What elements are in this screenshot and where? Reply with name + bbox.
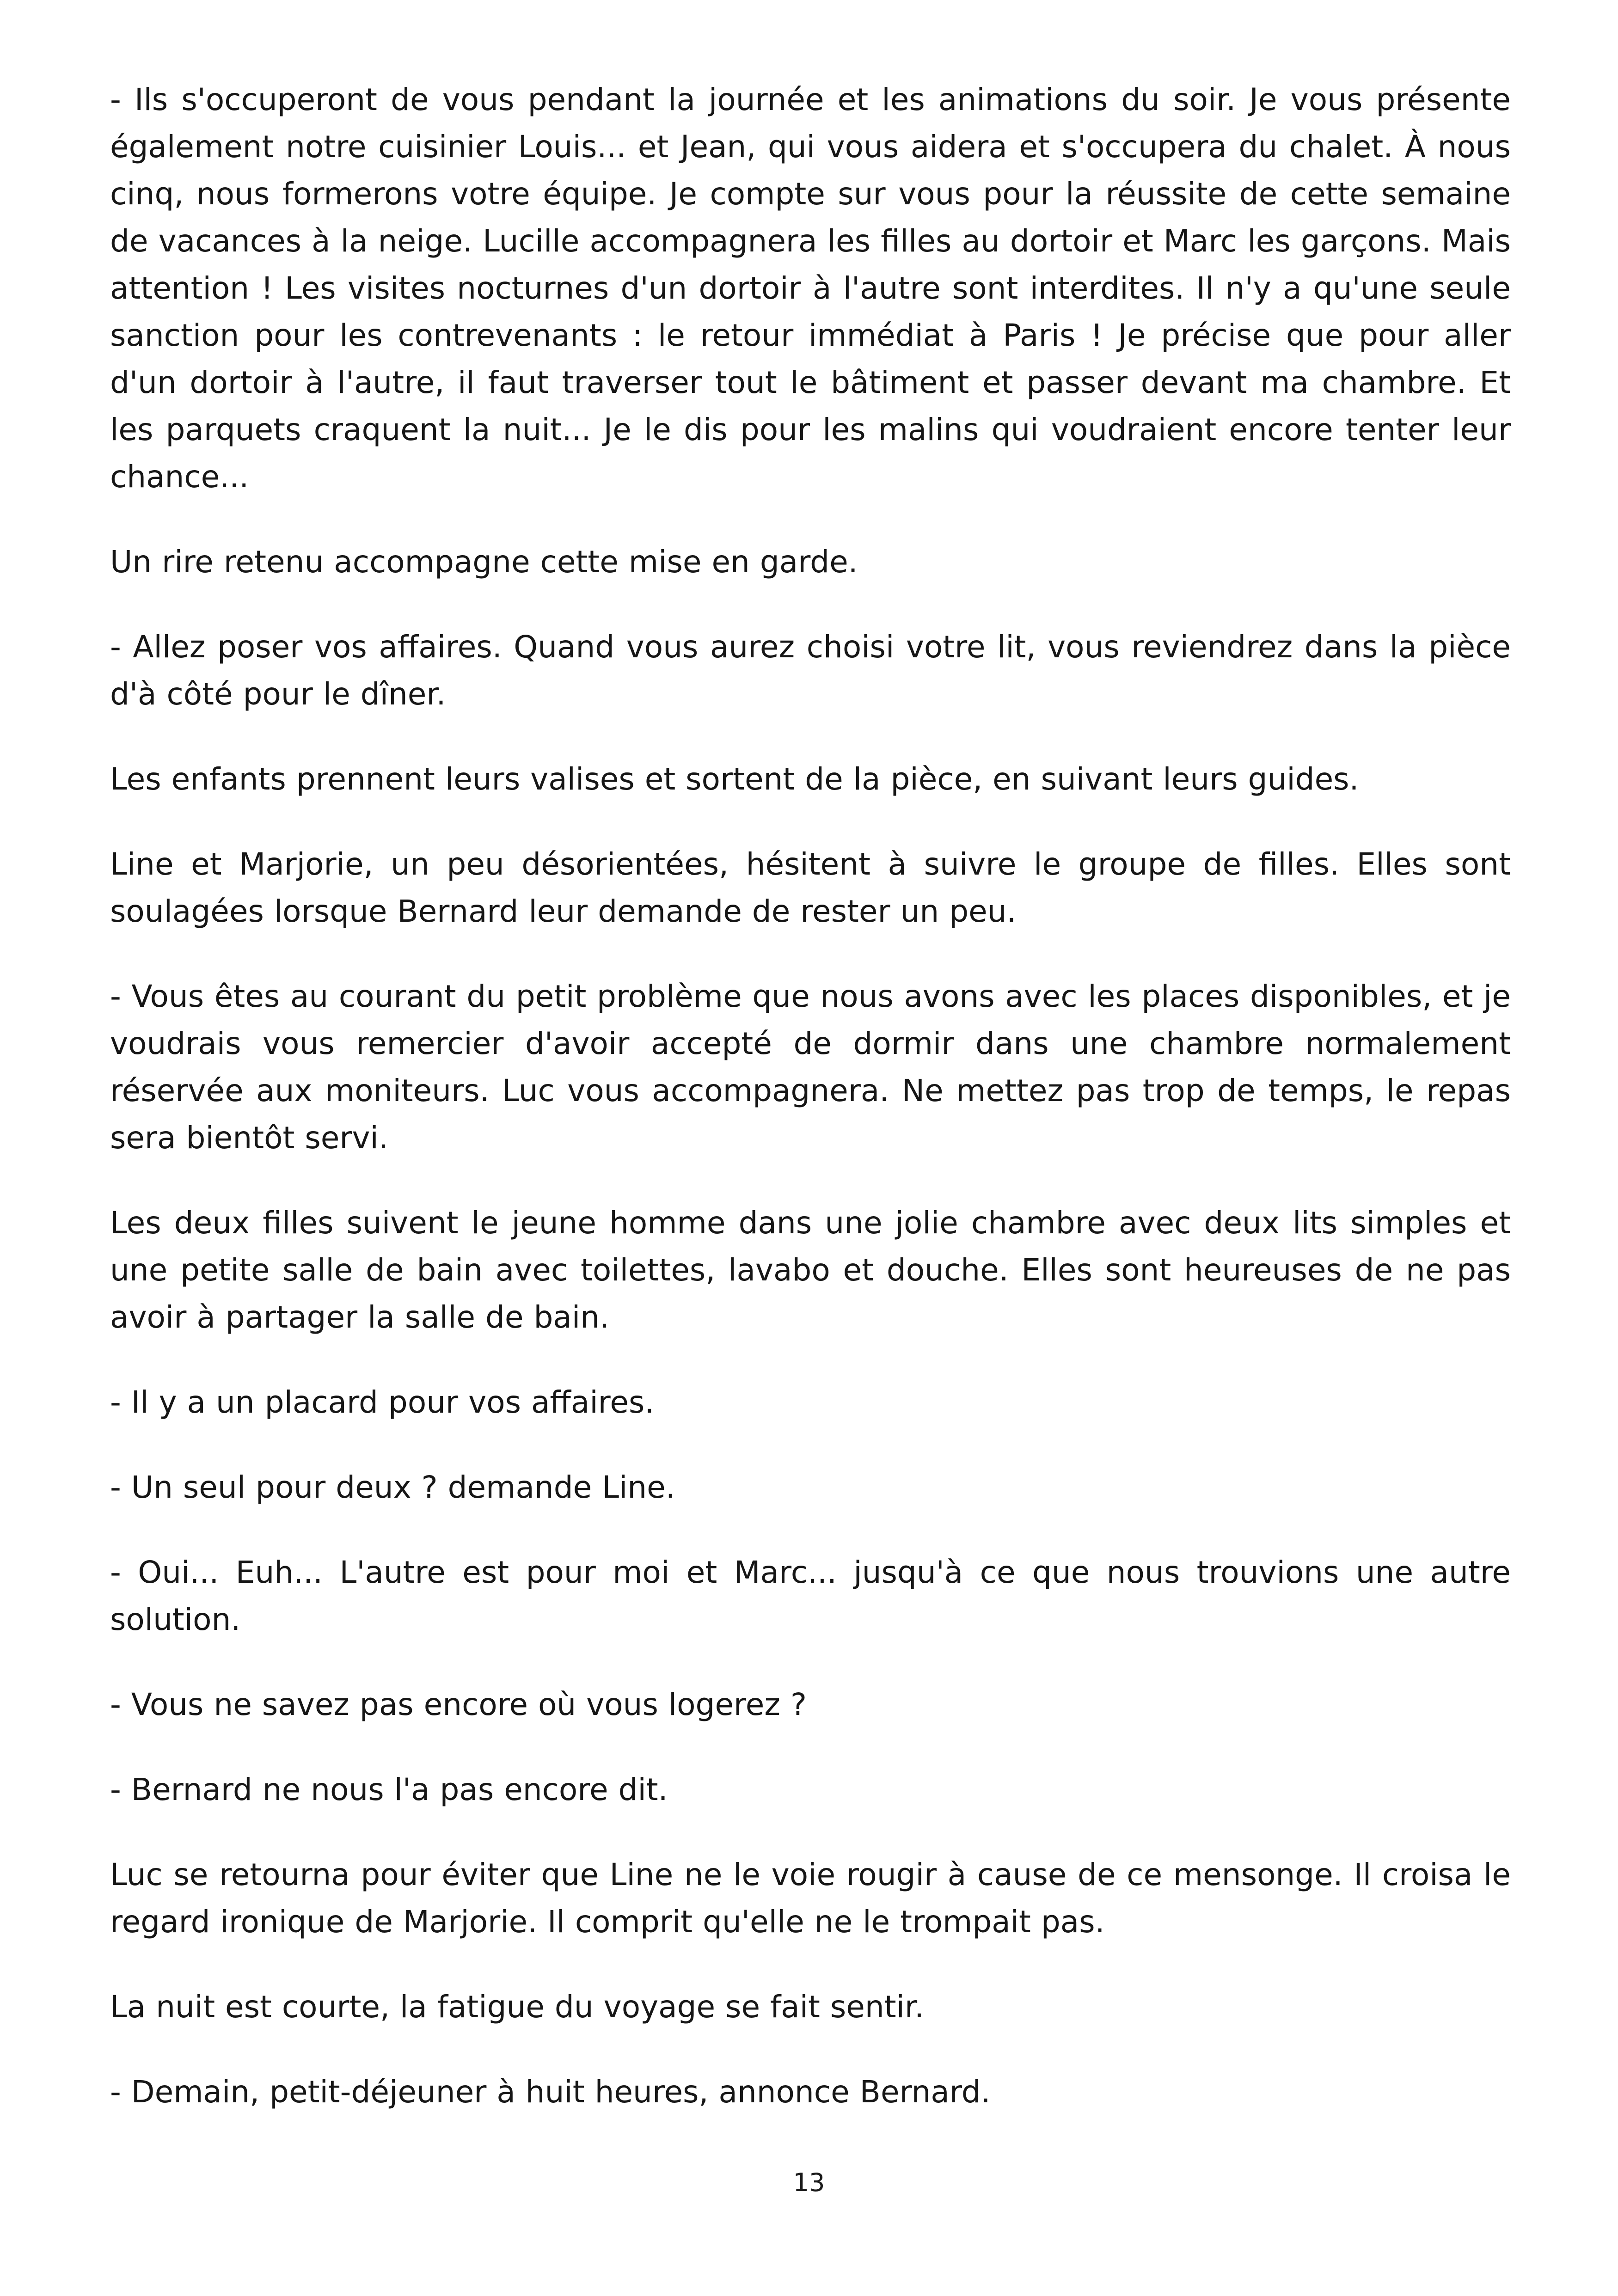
body-text	[110, 76, 1511, 2154]
page-number: 13	[793, 2168, 825, 2197]
paragraph: Line et Marjorie, un peu désorientées, hésitent à suivre le groupe de filles. Elles sont soulagées lorsque Bernard leur demande de rester un peu.	[110, 846, 1511, 929]
paragraph: - Demain, petit-déjeuner à huit heures, annonce Bernard.	[110, 2074, 991, 2110]
paragraph: - Bernard ne nous l'a pas encore dit.	[110, 1772, 668, 1807]
paragraph: - Oui... Euh... L'autre est pour moi et Marc... jusqu'à ce que nous trouvions une autre solution.	[110, 1555, 1511, 1637]
paragraph: - Ils s'occuperont de vous pendant la journée et les animations du soir. Je vous présente également notre cuisinier Louis... et Jean, qui vous aidera et s'occupera du chalet. À nous cinq, nous formerons votre équipe. Je compte sur vous pour la réussite de cette semaine de vacances à la neige. Lucille accompagnera les filles au dortoir et Marc les garçons. Mais attention ! Les visites nocturnes d'un dortoir à l'autre sont interdites. Il n'y a qu'une seule sanction pour les contrevenants : le retour immédiat à Paris ! Je précise que pour aller d'un dortoir à l'autre, il faut traverser tout le bâtiment et passer devant ma chambre. Et les parquets craquent la nuit... Je le dis pour les malins qui voudraient encore tenter leur chance...	[110, 82, 1511, 495]
paragraph: La nuit est courte, la fatigue du voyage se fait sentir.	[110, 1989, 924, 2025]
paragraph: - Allez poser vos affaires. Quand vous aurez choisi votre lit, vous reviendrez dans la pièce d'à côté pour le dîner.	[110, 629, 1511, 712]
paragraph: - Vous êtes au courant du petit problème que nous avons avec les places disponibles, et je voudrais vous remercier d'avoir accepté de dormir dans une chambre normalement réservée aux moniteurs. Luc vous accompagnera. Ne mettez pas trop de temps, le repas sera bientôt servi.	[110, 979, 1511, 1156]
paragraph: - Un seul pour deux ? demande Line.	[110, 1469, 675, 1505]
paragraph: Les enfants prennent leurs valises et sortent de la pièce, en suivant leurs guides.	[110, 761, 1359, 797]
paragraph: - Il y a un placard pour vos affaires.	[110, 1384, 655, 1420]
paragraph: Les deux filles suivent le jeune homme dans une jolie chambre avec deux lits simples et une petite salle de bain avec toilettes, lavabo et douche. Elles sont heureuses de ne pas avoir à partager la salle de bain.	[110, 1205, 1511, 1335]
paragraph: Luc se retourna pour éviter que Line ne le voie rougir à cause de ce mensonge. Il croisa le regard ironique de Marjorie. Il comprit qu'elle ne le trompait pas.	[110, 1857, 1511, 1940]
paragraph: Un rire retenu accompagne cette mise en garde.	[110, 544, 858, 580]
paragraph: - Vous ne savez pas encore où vous logerez ?	[110, 1687, 807, 1722]
